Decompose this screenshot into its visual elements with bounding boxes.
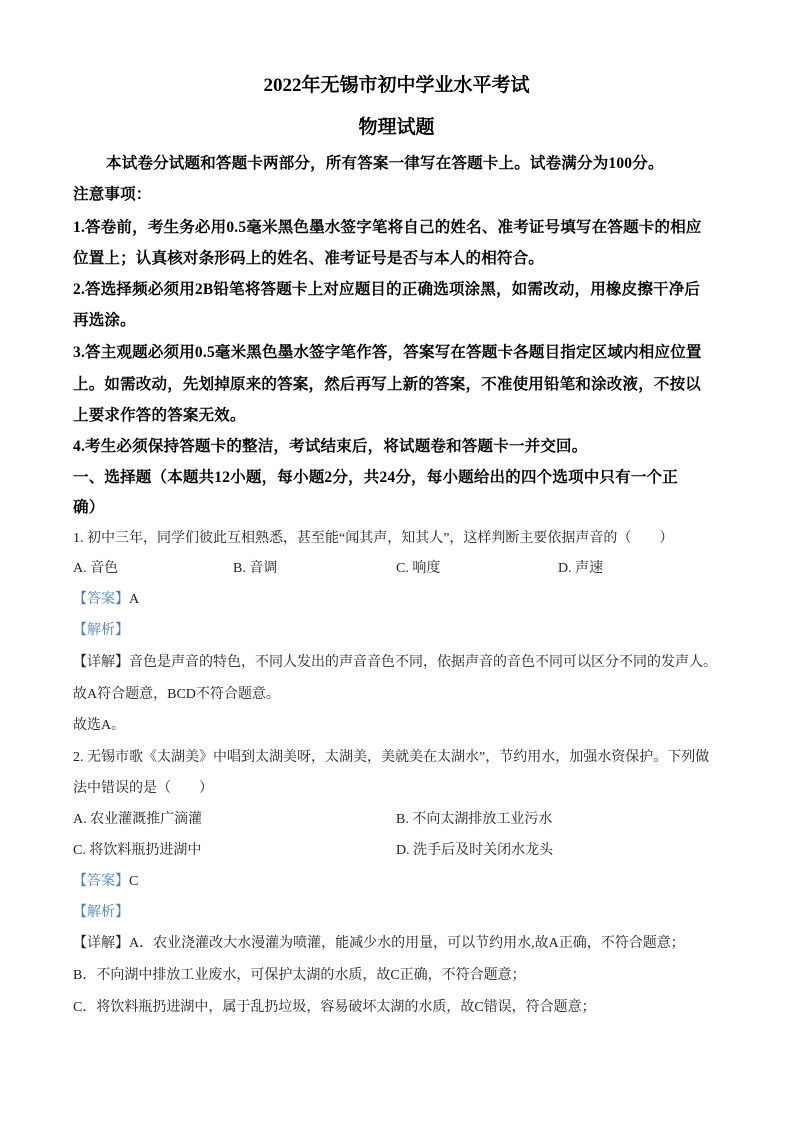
section-heading-cont: 确）: [73, 499, 105, 516]
exam-title: 2022年无锡市初中学业水平考试: [263, 75, 530, 96]
question-2-detail-line: B．不向湖中排放工业废水，可保护太湖的水质，故C正确，不符合题意；: [73, 968, 526, 983]
question-1-choice-a: A. 音色: [73, 561, 119, 576]
question-1-detail-line: 故A符合题意，BCD不符合题意。: [73, 687, 280, 702]
analysis-label: 【解析】: [73, 905, 129, 920]
question-1-detail-line: 故选A。: [73, 718, 126, 733]
question-1-answer: [73, 588, 139, 608]
question-2-choice-a: A. 农业灌溉推广滴灌: [73, 812, 203, 827]
detail-label: 【详解】: [73, 936, 129, 951]
notice-line: 上。如需改动，先划掉原来的答案，然后再写上新的答案，不准使用铅笔和涂改液，不按以: [73, 376, 702, 393]
question-2-answer: [73, 870, 138, 890]
analysis-label: 【解析】: [73, 623, 129, 638]
question-1-choice-c: C. 响度: [396, 561, 441, 576]
question-2-choice-b: B. 不向太湖排放工业污水: [396, 812, 553, 827]
notice-line: 4.考生必须保持答题卡的整洁，考试结束后，将试题卷和答题卡一并交回。: [73, 438, 588, 455]
question-1-detail: [73, 651, 717, 671]
notice-line: 2.答选择频必须用2B铅笔将答题卡上对应题目的正确选项涂黑，如需改动，用橡皮擦干净后: [73, 281, 701, 298]
answer-value: A: [129, 592, 140, 607]
question-2-choice-d: D. 洗手后及时关闭水龙头: [396, 843, 554, 858]
answer-value: C: [129, 874, 139, 889]
notice-line: 3.答主观题必须用0.5毫米黑色墨水签字笔作答，答案写在答题卡各题目指定区域内相应位置: [73, 344, 702, 361]
notice-line: 再选涂。: [73, 312, 136, 329]
question-2-stem-cont: 法中错误的是（ ）: [73, 781, 213, 796]
question-2-analysis: [73, 901, 129, 921]
answer-label: 【答案】: [73, 874, 129, 889]
question-1-choice-d: D. 声速: [558, 561, 604, 576]
intro-text: 本试卷分试题和答题卡两部分，所有答案一律写在答题卡上。试卷满分为100分。: [106, 155, 664, 172]
question-2-choice-c: C. 将饮料瓶扔进湖中: [73, 843, 202, 858]
section-heading: 一、选择题（本题共12小题，每小题2分，共24分，每小题给出的四个选项中只有一个正: [73, 469, 678, 486]
answer-label: 【答案】: [73, 592, 129, 607]
question-2-detail: [73, 932, 685, 952]
notice-line: 1.答卷前，考生务必用0.5毫米黑色墨水签字笔将自己的姓名、准考证号填写在答题卡的相应: [73, 219, 702, 236]
detail-text: 音色是声音的特色，不同人发出的声音音色不同，依据声音的音色不同可以区分不同的发声人。: [129, 655, 717, 670]
question-1-stem: 1. 初中三年，同学们彼此互相熟悉，甚至能“闻其声，知其人”，这样判断主要依据声音的（ ）: [73, 531, 674, 546]
question-1-choice-b: B. 音调: [233, 561, 278, 576]
notice-line: 上要求作答的答案无效。: [73, 407, 246, 424]
notice-heading: 注意事项：: [73, 186, 152, 203]
detail-text: A．农业浇灌改大水漫灌为喷灌，能减少水的用量，可以节约用水,故A正确，不符合题意；: [129, 936, 685, 951]
question-1-analysis: [73, 619, 129, 639]
question-2-detail-line: C．将饮料瓶扔进湖中，属于乱扔垃圾，容易破坏太湖的水质，故C错误，符合题意；: [73, 1000, 596, 1015]
notice-line: 位置上；认真核对条形码上的姓名、准考证号是否与本人的相符合。: [73, 250, 545, 267]
detail-label: 【详解】: [73, 655, 129, 670]
exam-subtitle: 物理试题: [358, 117, 435, 138]
question-2-stem: 2. 无锡市歌《太湖美》中唱到太湖美呀，太湖美，美就美在太湖水”，节约用水，加强水资保护。下列做: [73, 750, 710, 765]
